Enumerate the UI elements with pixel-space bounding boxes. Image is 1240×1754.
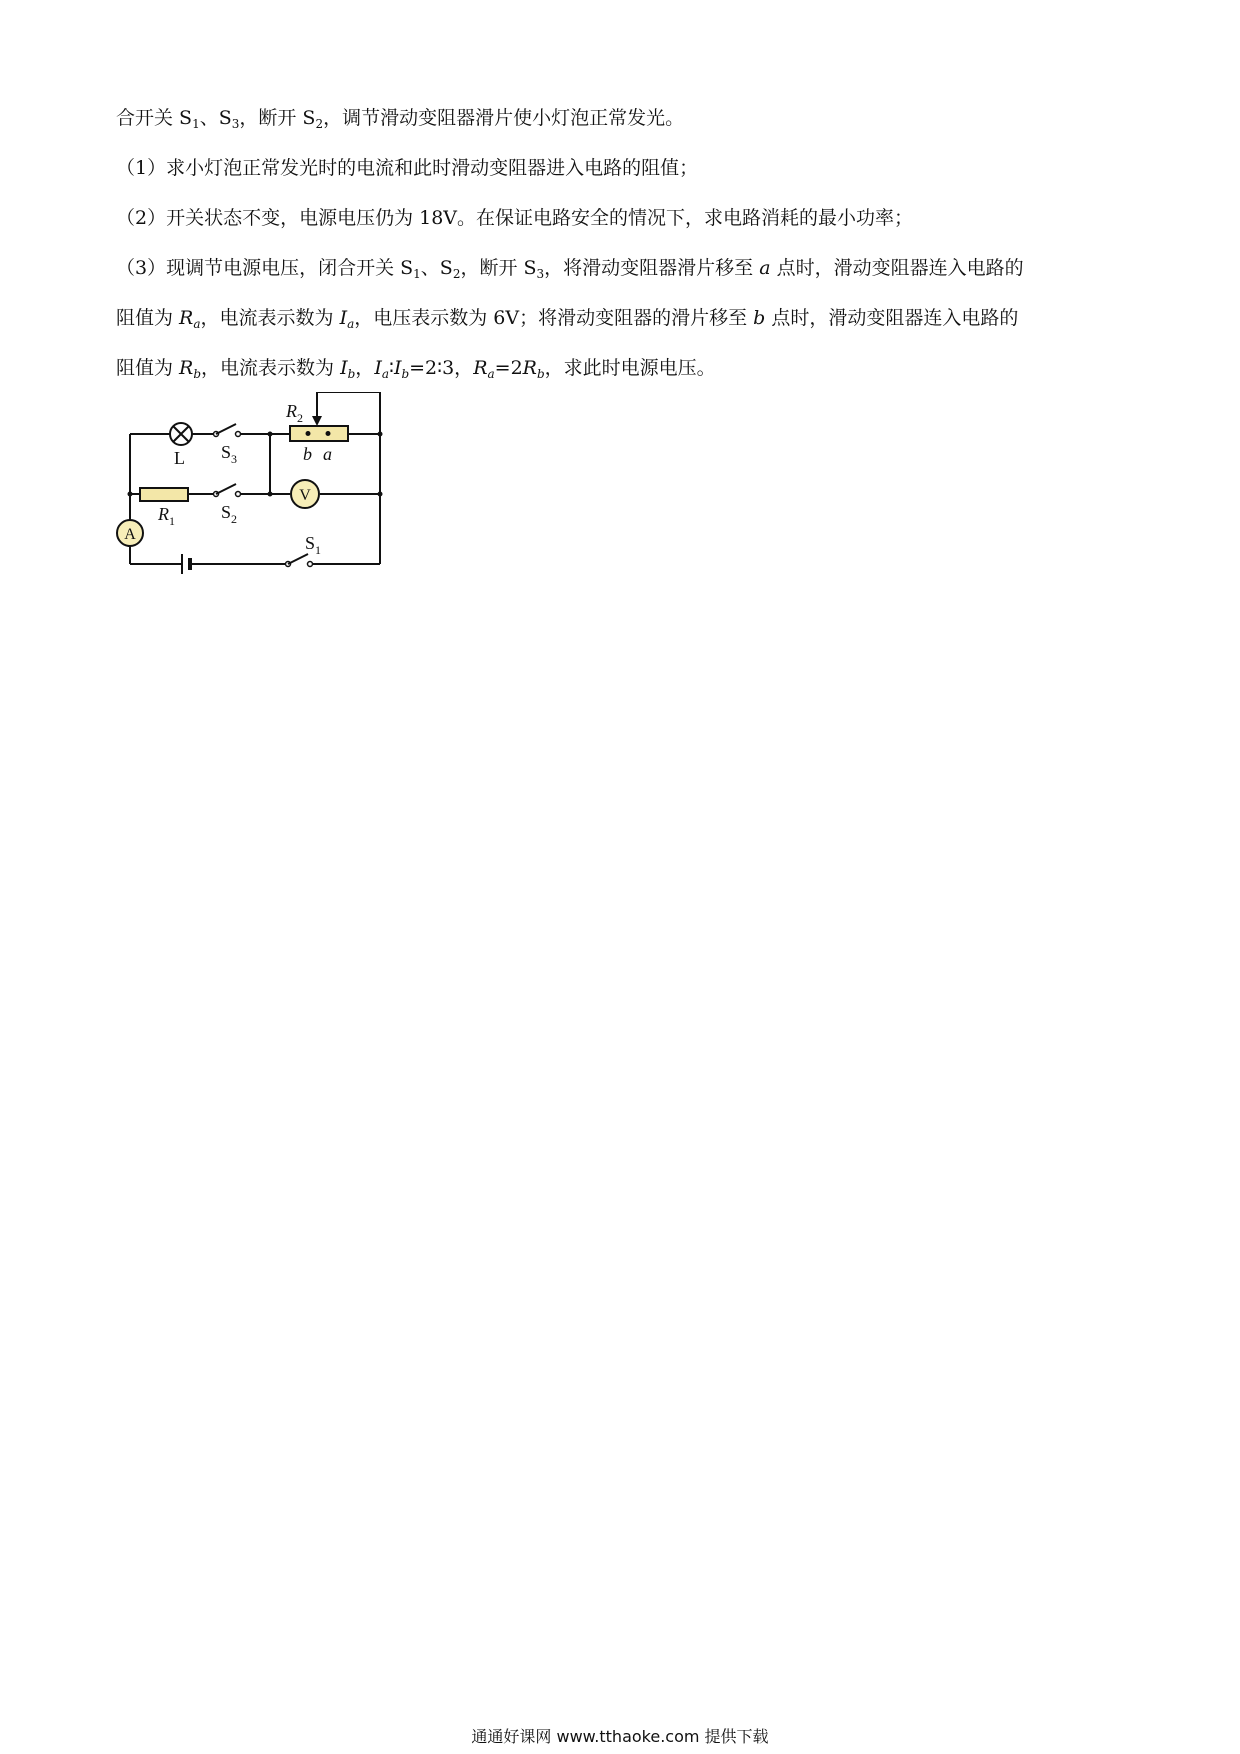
rheostat-r2-icon [290,426,348,441]
question-2: （2）开关状态不变，电源电压仍为 18V。在保证电路安全的情况下，求电路消耗的最小功率； [116,207,914,229]
s1-label: $S_1$ [305,533,322,557]
point-b-label: b [303,444,312,464]
point-b-dot [306,431,311,436]
switch-s3-icon [214,424,241,437]
question-3-line-3: 阻值为 $R_b$，电流表示数为 $I_b$，$I_a∶I_b=2∶3$，$R_a=2R_b$，求此时电源电压。 [116,357,716,381]
junction-dot [128,492,133,497]
point-a-dot [326,431,331,436]
junction-dot [268,492,273,497]
switch-s1-icon [286,554,313,567]
lamp-icon [170,423,192,445]
s2-label: $S_2$ [221,502,238,526]
junction-dot [378,492,383,497]
junction-dot [378,432,383,437]
r2-label: $R_2$ [286,401,303,425]
page-footer: 通通好课网 www.tthaoke.com 提供下载 [471,1727,769,1746]
ammeter-label: A [124,526,136,543]
r1-label: $R_1$ [158,504,175,528]
question-3-line-1: （3）现调节电源电压，闭合开关 $S_1$、$S_2$，断开 $S_3$，将滑动变阻器滑片移至 a 点时，滑动变阻器连入电路的 [116,257,1024,281]
switch-s2-icon [214,484,241,497]
lamp-label: L [174,448,185,468]
circuit-diagram [110,392,400,582]
resistor-r1-icon [140,488,188,501]
point-a-label: a [323,444,332,464]
question-3-line-2: 阻值为 $R_a$，电流表示数为 $I_a$，电压表示数为 6V；将滑动变阻器的滑片移至 b 点时，滑动变阻器连入电路的 [116,307,1019,331]
question-1: （1）求小灯泡正常发光时的电流和此时滑动变阻器进入电路的阻值； [116,157,699,179]
s3-label: $S_3$ [221,442,238,466]
battery-icon [182,554,190,574]
problem-intro-line: 合开关 $S_1$、$S_3$，断开 $S_2$，调节滑动变阻器滑片使小灯泡正常发光。 [116,107,685,131]
voltmeter-label: V [299,487,311,504]
junction-dot [268,432,273,437]
wiper-arrow-icon [312,416,322,426]
